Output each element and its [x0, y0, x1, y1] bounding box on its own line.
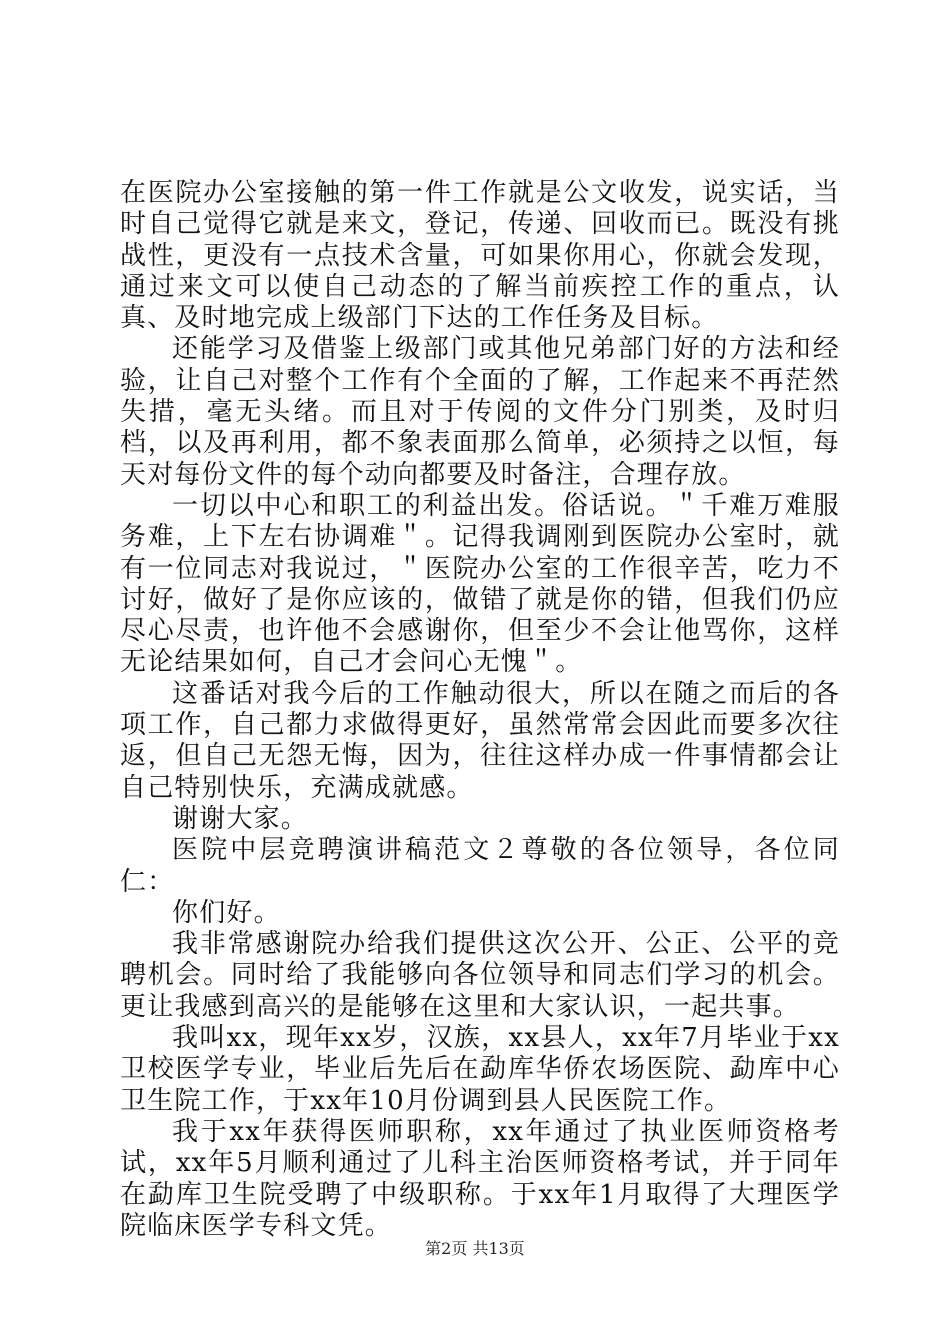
document-body: [120, 178, 840, 1242]
paragraph: 一切以中心和职工的利益出发。俗话说。＂千难万难服务难，上下左右协调难＂。记得我调刚到医院办公室时，就有一位同志对我说过，＂医院办公室的工作很辛苦，吃力不讨好，做好了是你应该的，做错了就是你的错，但我们仍应尽心尽责，也许他不会感谢你，但至少不会让他骂你，这样无论结果如何，自己才会问心无愧＂。: [120, 490, 840, 678]
paragraph: 医院中层竞聘演讲稿范文２尊敬的各位领导，各位同仁：: [120, 835, 840, 897]
paragraph: 谢谢大家。: [172, 803, 309, 834]
paragraph: 你们好。: [172, 897, 281, 928]
paragraph: 在医院办公室接触的第一件工作就是公文收发，说实话，当时自己觉得它就是来文，登记，传递、回收而已。既没有挑战性，更没有一点技术含量，可如果你用心，你就会发现，通过来文可以使自己动态的了解当前疾控工作的重点，认真、及时地完成上级部门下达的工作任务及目标。: [120, 178, 840, 334]
paragraph: 我非常感谢院办给我们提供这次公开、公正、公平的竞聘机会。同时给了我能够向各位领导和同志们学习的机会。更让我感到高兴的是能够在这里和大家认识，一起共事。: [120, 929, 840, 1022]
paragraph: 我于xx年获得医师职称，xx年通过了执业医师资格考试，xx年5月顺利通过了儿科主治医师资格考试，并于同年在勐库卫生院受聘了中级职称。于xx年1月取得了大理医学院临床医学专科文凭。: [120, 1116, 840, 1241]
paragraph: 这番话对我今后的工作触动很大，所以在随之而后的各项工作，自己都力求做得更好，虽然常常会因此而要多次往返，但自己无怨无悔，因为，往往这样办成一件事情都会让自己特别快乐，充满成就感。: [120, 678, 840, 803]
paragraph: 我叫xx，现年xx岁，汉族，xx县人，xx年7月毕业于xx卫校医学专业，毕业后先后在勐库华侨农场医院、勐库中心卫生院工作，于xx年10月份调到县人民医院工作。: [120, 1023, 840, 1116]
page-number-footer: 第2页 共13页: [425, 1239, 525, 1258]
paragraph: 还能学习及借鉴上级部门或其他兄弟部门好的方法和经验，让自己对整个工作有个全面的了解，工作起来不再茫然失措，毫无头绪。而且对于传阅的文件分门别类，及时归档，以及再利用，都不象表面那么简单，必须持之以恒，每天对每份文件的每个动向都要及时备注，合理存放。: [120, 334, 840, 490]
